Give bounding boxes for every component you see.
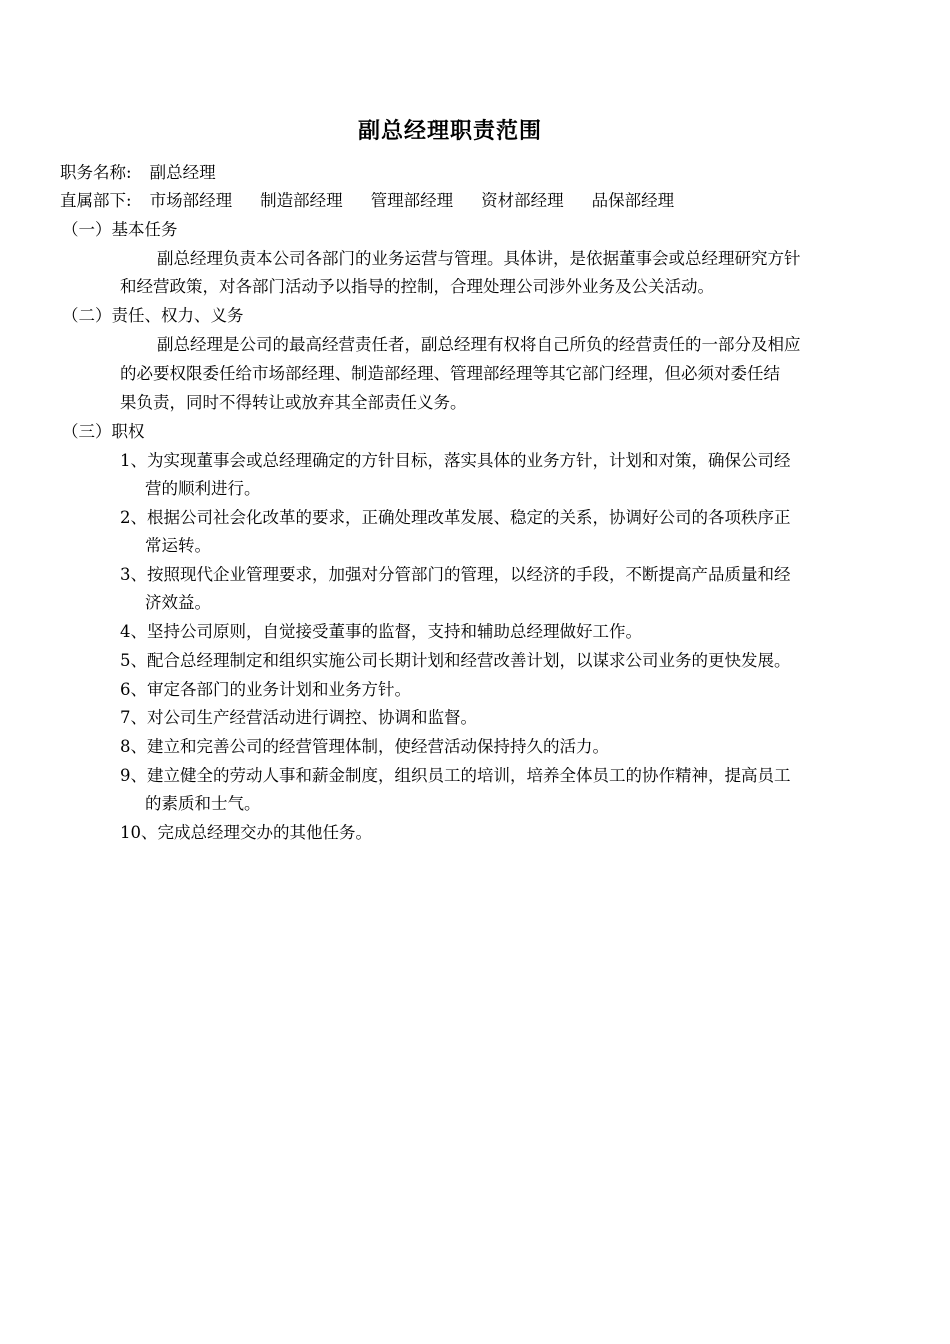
subordinate-item: 管理部经理 <box>370 191 454 210</box>
list-item: 5、配合总经理制定和组织实施公司长期计划和经营改善计划，以谋求公司业务的更快发展。 <box>120 651 791 670</box>
position-row <box>60 161 216 185</box>
list-item: 4、坚持公司原则，自觉接受董事的监督，支持和辅助总经理做好工作。 <box>120 622 642 641</box>
paragraph-line: 和经营政策，对各部门活动予以指导的控制，合理处理公司涉外业务及公关活动。 <box>120 277 714 296</box>
list-item: 9、建立健全的劳动人事和薪金制度，组织员工的培训，培养全体员工的协作精神，提高员工 <box>120 766 791 785</box>
document-title: 副总经理职责范围 <box>357 119 542 144</box>
paragraph-line: 副总经理负责本公司各部门的业务运营与管理。具体讲，是依据董事会或总经理研究方针 <box>157 249 801 268</box>
subordinates-label: 直属部下: <box>60 191 132 210</box>
list-item-continuation: 常运转。 <box>145 536 211 555</box>
list-item-continuation: 营的顺利进行。 <box>145 479 261 498</box>
list-item: 2、根据公司社会化改革的要求，正确处理改革发展、稳定的关系，协调好公司的各项秩序正 <box>120 508 791 527</box>
list-item: 6、审定各部门的业务计划和业务方针。 <box>120 680 411 699</box>
list-item: 1、为实现董事会或总经理确定的方针目标，落实具体的业务方针，计划和对策，确保公司经 <box>120 451 791 470</box>
position-label: 职务名称: <box>60 163 132 182</box>
subordinates-row <box>60 189 674 213</box>
list-item: 7、对公司生产经营活动进行调控、协调和监督。 <box>120 708 477 727</box>
list-item-continuation: 济效益。 <box>145 593 211 612</box>
paragraph-line: 果负责，同时不得转让或放弃其全部责任义务。 <box>120 393 467 412</box>
list-item: 10、完成总经理交办的其他任务。 <box>120 823 372 842</box>
subordinate-item: 资材部经理 <box>481 191 564 210</box>
subordinate-item: 市场部经理 <box>149 191 233 210</box>
subordinate-item: 制造部经理 <box>260 191 343 210</box>
list-item: 8、建立和完善公司的经营管理体制，使经营活动保持持久的活力。 <box>120 737 609 756</box>
section-heading: （三）职权 <box>62 422 145 441</box>
subordinate-item: 品保部经理 <box>591 191 675 210</box>
list-item: 3、按照现代企业管理要求，加强对分管部门的管理，以经济的手段，不断提高产品质量和经 <box>120 565 791 584</box>
paragraph-line: 的必要权限委任给市场部经理、制造部经理、管理部经理等其它部门经理，但必须对委任结 <box>120 364 780 383</box>
list-item-continuation: 的素质和士气。 <box>145 794 261 813</box>
section-heading: （一）基本任务 <box>62 220 178 239</box>
position-value: 副总经理 <box>149 163 216 182</box>
paragraph-line: 副总经理是公司的最高经营责任者，副总经理有权将自己所负的经营责任的一部分及相应 <box>157 335 801 354</box>
section-heading: （二）责任、权力、义务 <box>62 306 244 325</box>
